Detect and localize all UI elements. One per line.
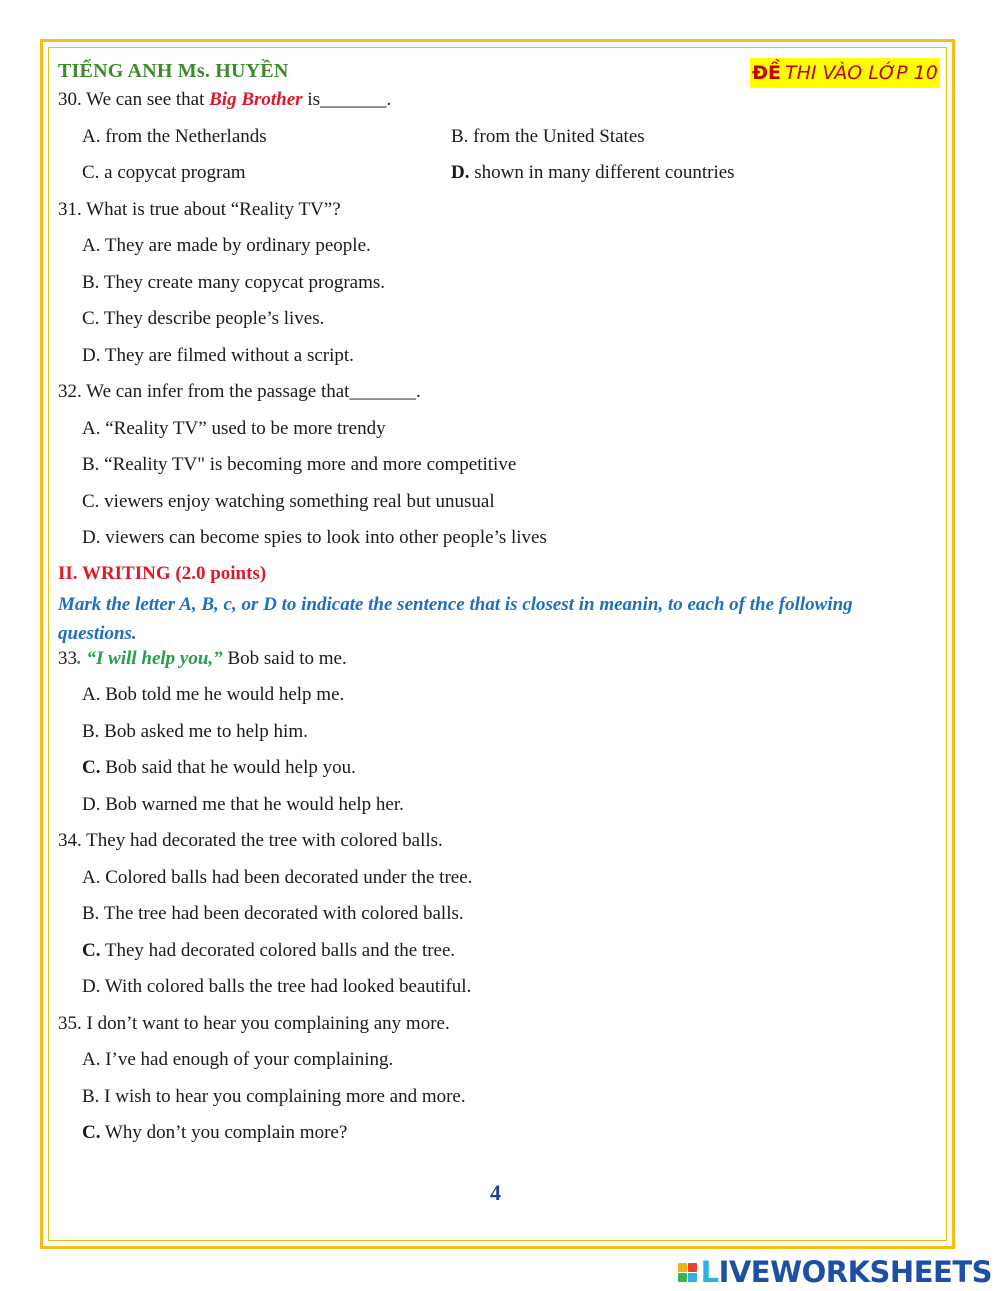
question-35-option-c-text: Why don’t you complain more?: [100, 1122, 348, 1143]
question-34-option-c-text: They had decorated colored balls and the tree.: [100, 940, 456, 961]
question-31-option-a[interactable]: A. They are made by ordinary people.: [82, 235, 371, 256]
question-32-option-d[interactable]: D. viewers can become spies to look into other people’s lives: [82, 527, 547, 548]
question-35-stem: 35. I don’t want to hear you complaining any more.: [58, 1013, 450, 1034]
question-35-option-c[interactable]: [82, 1122, 347, 1144]
question-32-option-b[interactable]: B. “Reality TV" is becoming more and more competitive: [82, 454, 517, 475]
question-34-option-a[interactable]: A. Colored balls had been decorated under the tree.: [82, 867, 473, 888]
question-30-option-a[interactable]: A. from the Netherlands: [82, 126, 267, 147]
question-30-prefix: 30. We can see that: [58, 89, 210, 110]
liveworksheets-watermark[interactable]: [678, 1255, 992, 1289]
question-34-option-c-letter: C.: [82, 940, 101, 961]
question-33-number: 33: [58, 648, 77, 669]
question-30-option-d-text: shown in many different countries: [469, 162, 735, 183]
question-35-option-a[interactable]: A. I’ve had enough of your complaining.: [82, 1049, 394, 1070]
question-33-quote: . “I will help you,”: [77, 648, 223, 669]
logo-square-l: [678, 1263, 687, 1272]
question-30-suffix: is_______.: [302, 89, 392, 110]
question-30-option-c[interactable]: C. a copycat program: [82, 162, 246, 183]
question-30-option-d-letter: D.: [451, 162, 470, 183]
question-33-option-a[interactable]: A. Bob told me he would help me.: [82, 684, 345, 705]
header-exam-title-bold: ĐỀ: [752, 62, 782, 84]
logo-square-v: [678, 1273, 687, 1282]
section-title: II. WRITING (2.0 points): [58, 563, 267, 584]
liveworksheets-wordmark: [701, 1255, 992, 1289]
question-30-option-b[interactable]: B. from the United States: [451, 126, 645, 147]
question-34-option-d[interactable]: D. With colored balls the tree had looked beautiful.: [82, 976, 472, 997]
question-32-stem: 32. We can infer from the passage that_______.: [58, 381, 421, 402]
question-34-option-b[interactable]: B. The tree had been decorated with colored balls.: [82, 903, 464, 924]
question-33-option-c-letter: C.: [82, 757, 101, 778]
page-number: 4: [490, 1180, 501, 1205]
wordmark-first-letter: L: [700, 1255, 719, 1289]
question-31-option-d[interactable]: D. They are filmed without a script.: [82, 345, 354, 366]
question-31-option-c[interactable]: C. They describe people’s lives.: [82, 308, 325, 329]
logo-square-i: [688, 1263, 697, 1272]
header-teacher-title: TIẾNG ANH Ms. HUYỀN: [58, 60, 289, 82]
question-33-option-c[interactable]: [82, 757, 356, 779]
question-30-option-d[interactable]: [451, 162, 735, 184]
question-30-stem: [58, 89, 391, 111]
section-instruction: Mark the letter A, B, c, or D to indicate the sentence that is closest in meanin, to each of the following questions.: [58, 594, 853, 644]
question-33-rest: Bob said to me.: [222, 648, 347, 669]
header-exam-title-rest: THI VÀO LỚP 10: [785, 62, 938, 84]
question-31-option-b[interactable]: B. They create many copycat programs.: [82, 272, 386, 293]
question-32-option-a[interactable]: A. “Reality TV” used to be more trendy: [82, 418, 386, 439]
header-exam-title: [750, 58, 940, 88]
question-33-option-d[interactable]: D. Bob warned me that he would help her.: [82, 794, 404, 815]
question-33-option-c-text: Bob said that he would help you.: [100, 757, 356, 778]
question-31-stem: 31. What is true about “Reality TV”?: [58, 199, 341, 220]
question-35-option-c-letter: C.: [82, 1122, 101, 1143]
question-30-highlight: Big Brother: [209, 89, 303, 110]
wordmark-rest: IVEWORKSHEETS: [718, 1255, 992, 1289]
question-35-option-b[interactable]: B. I wish to hear you complaining more and more.: [82, 1086, 466, 1107]
liveworksheets-logo-icon: [678, 1263, 697, 1282]
question-33-option-b[interactable]: B. Bob asked me to help him.: [82, 721, 308, 742]
question-34-option-c[interactable]: [82, 940, 455, 962]
question-33-stem: [58, 648, 347, 670]
question-34-stem: 34. They had decorated the tree with colored balls.: [58, 830, 443, 851]
logo-square-e: [688, 1273, 697, 1282]
question-32-option-c[interactable]: C. viewers enjoy watching something real but unusual: [82, 491, 495, 512]
